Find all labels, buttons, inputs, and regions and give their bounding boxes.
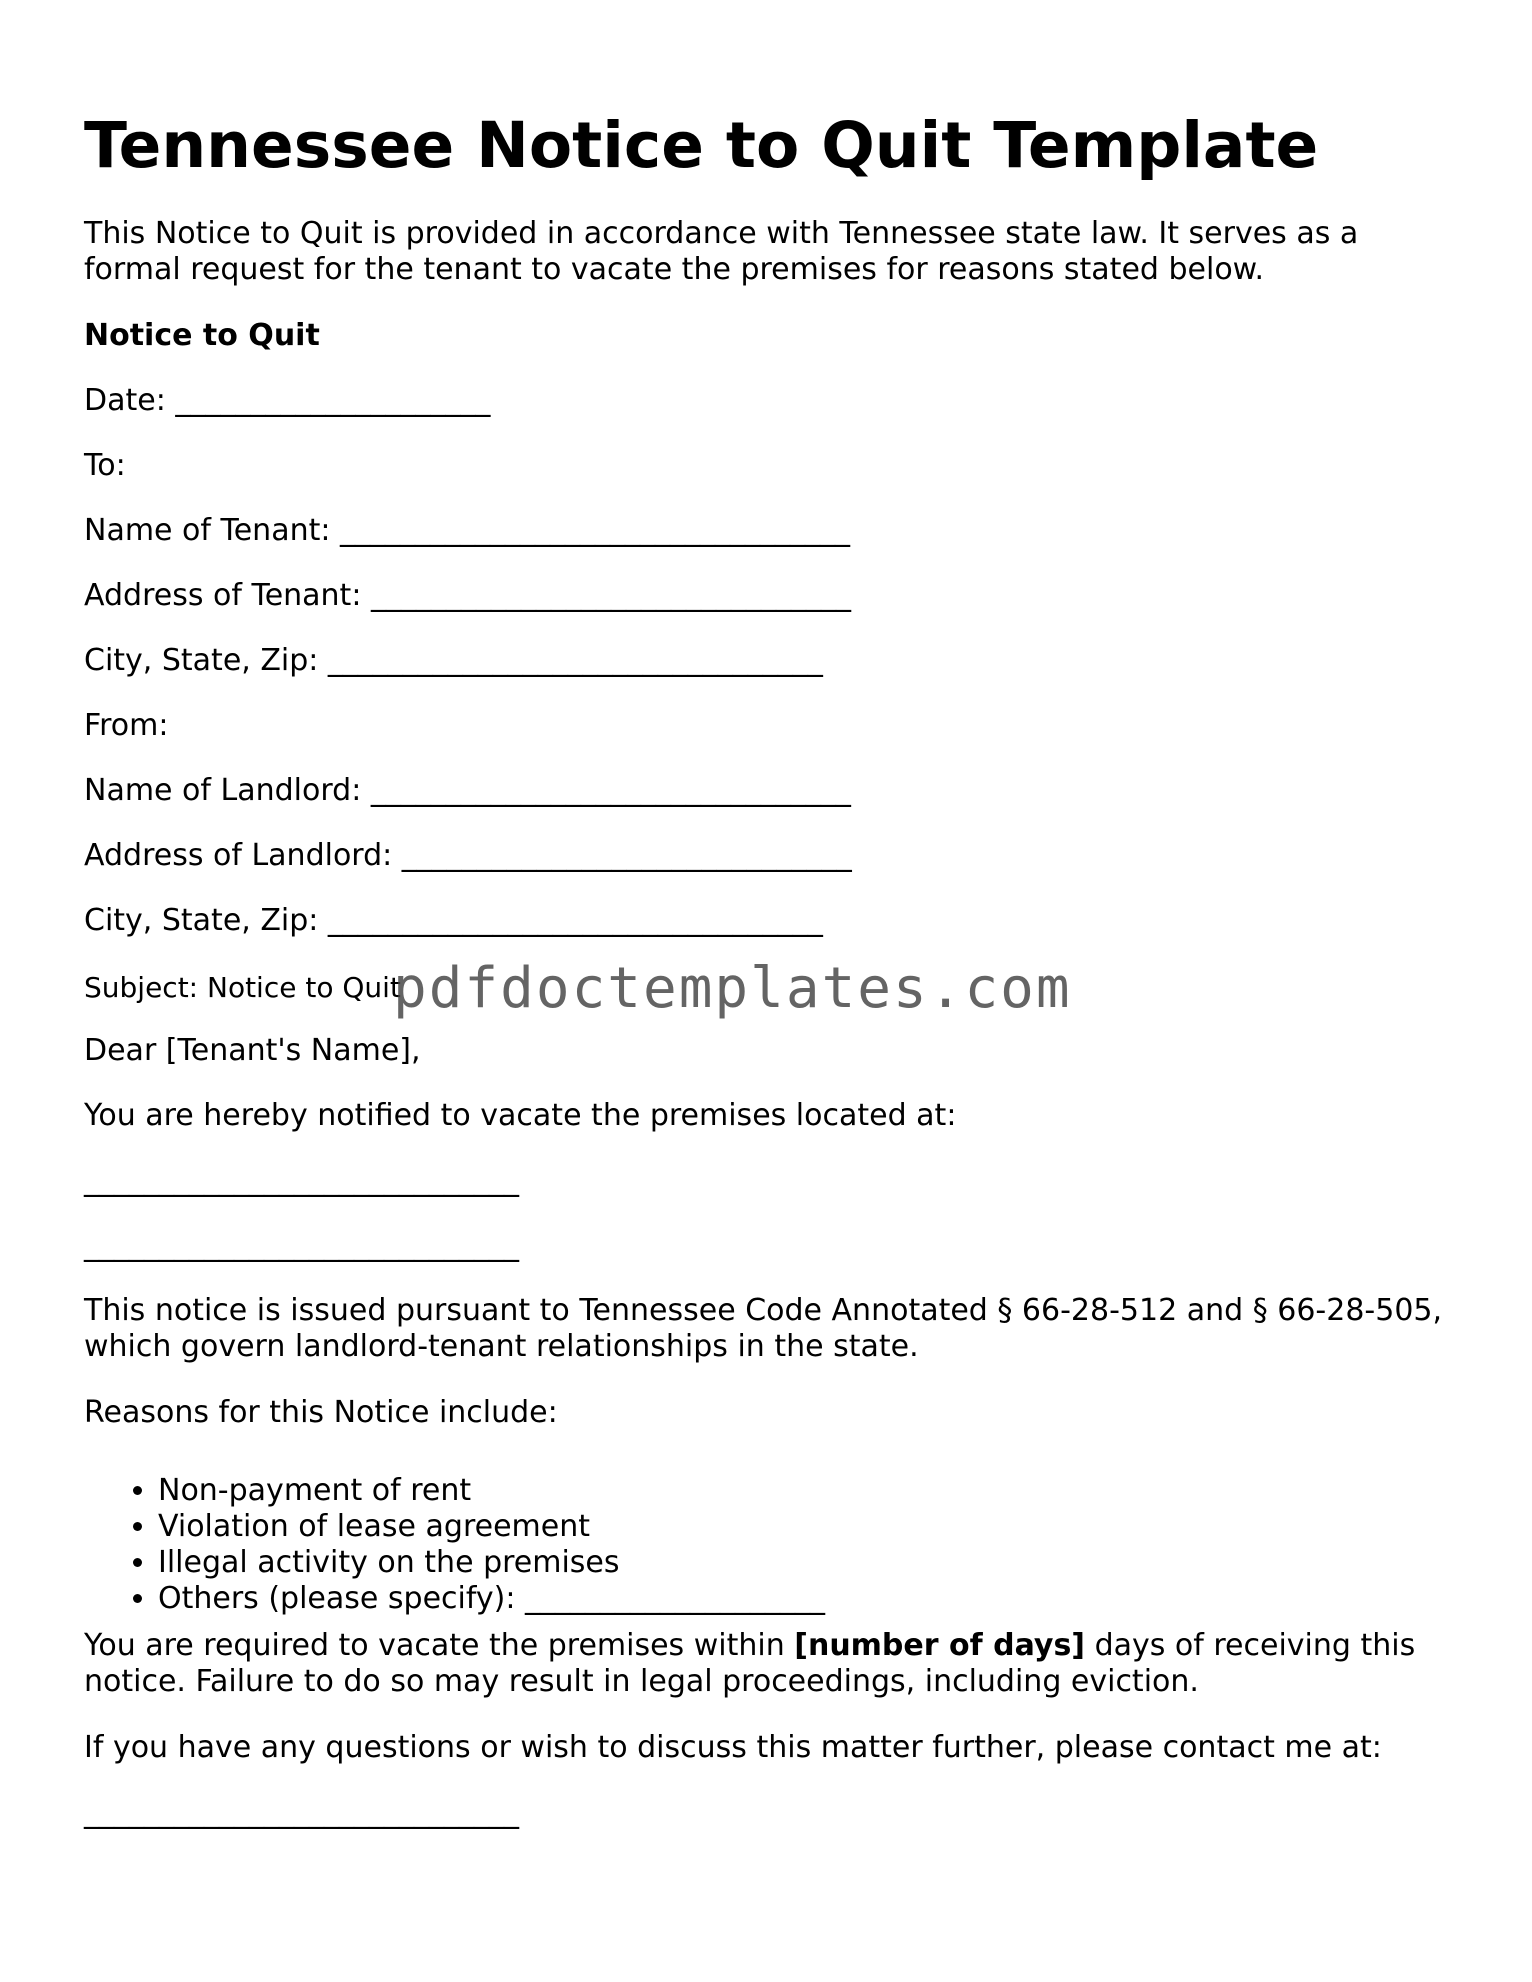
subject-line: Subject: Notice to Quit — [84, 971, 401, 1004]
tenant-city-field: City, State, Zip: _________________________________ — [84, 643, 823, 678]
legal-line-2: which govern landlord-tenant relationships in the state. — [84, 1329, 919, 1364]
reasons-list — [84, 1473, 825, 1617]
landlord-address-field: Address of Landlord: ______________________________ — [84, 838, 852, 873]
landlord-name-field: Name of Landlord: ________________________________ — [84, 773, 851, 808]
list-item: • Others (please specify): ____________________ — [158, 1581, 825, 1617]
requirement-text-end: days of receiving this — [1085, 1628, 1416, 1663]
reasons-label: Reasons for this Notice include: — [84, 1395, 558, 1430]
landlord-city-field: City, State, Zip: _________________________________ — [84, 903, 823, 938]
legal-paragraph — [84, 1293, 1442, 1365]
list-item: • Non-payment of rent — [158, 1473, 825, 1509]
requirement-line-2: notice. Failure to do so may result in legal proceedings, including eviction. — [84, 1664, 1199, 1699]
section-heading: Notice to Quit — [84, 318, 320, 353]
salutation: Dear [Tenant's Name], — [84, 1033, 421, 1068]
intro-line-1: This Notice to Quit is provided in accordance with Tennessee state law. It serves as a — [84, 216, 1359, 251]
legal-line-1: This notice is issued pursuant to Tennessee Code Annotated § 66-28-512 and § 66-28-505, — [84, 1293, 1443, 1328]
contact-line: _____________________________ — [84, 1795, 519, 1830]
list-item: • Violation of lease agreement — [158, 1509, 825, 1545]
to-label: To: — [84, 448, 126, 483]
intro-line-2: formal request for the tenant to vacate the premises for reasons stated below. — [84, 252, 1264, 287]
requirement-text-start: You are required to vacate the premises within — [84, 1628, 795, 1663]
page-title: Tennessee Notice to Quit Template — [84, 109, 1319, 182]
premises-line-1: _____________________________ — [84, 1163, 519, 1198]
intro-paragraph — [84, 216, 1358, 288]
from-label: From: — [84, 708, 169, 743]
tenant-address-field: Address of Tenant: ________________________________ — [84, 578, 851, 613]
list-item: • Illegal activity on the premises — [158, 1545, 825, 1581]
contact-paragraph: If you have any questions or wish to discuss this matter further, please contact me at: — [84, 1730, 1382, 1765]
vacate-notice: You are hereby notified to vacate the premises located at: — [84, 1098, 957, 1133]
watermark: pdfdoctemplates.com — [393, 956, 1072, 1021]
date-field: Date: _____________________ — [84, 383, 491, 418]
premises-line-2: _____________________________ — [84, 1228, 519, 1263]
tenant-name-field: Name of Tenant: __________________________________ — [84, 513, 850, 548]
number-of-days-placeholder: [number of days] — [794, 1628, 1086, 1663]
requirement-paragraph — [84, 1628, 1415, 1700]
